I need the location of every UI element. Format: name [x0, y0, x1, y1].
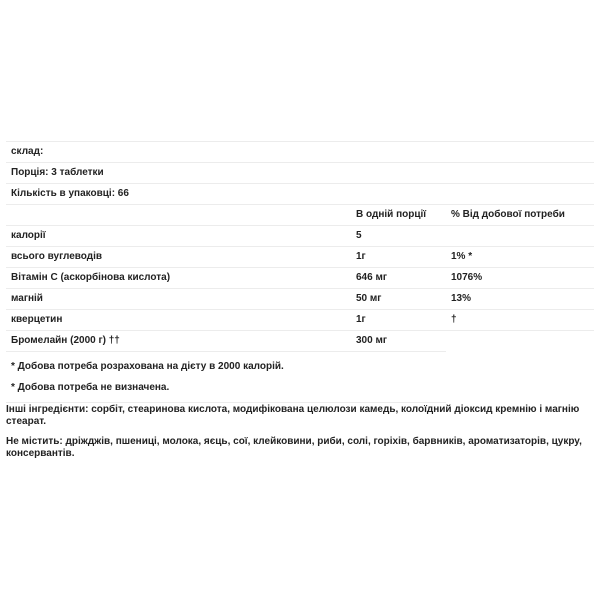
nutrient-name: кверцетин	[6, 310, 351, 331]
table-row	[6, 268, 594, 289]
nutrient-amount: 5	[351, 226, 446, 247]
serving-size-label: Порція: 3 таблетки	[6, 163, 594, 184]
nutrient-name: калорії	[6, 226, 351, 247]
supplement-facts-table	[6, 141, 594, 403]
header-nutrient	[6, 205, 351, 226]
header-amount-per-serving: В одній порції	[351, 205, 446, 226]
info-row-serving	[6, 163, 594, 184]
table-row	[6, 247, 594, 268]
does-not-contain-text: Не містить: дріжджів, пшениці, молока, яєць, сої, клейковини, риби, солі, горіхів, барвників, ароматизаторів, цукру, консервантів.	[6, 436, 582, 459]
nutrient-name: Вітамін С (аскорбінова кислота)	[6, 268, 351, 289]
footnote-daily-value-not-established: * Добова потреба не визначена.	[11, 382, 170, 393]
supplement-facts-panel	[6, 141, 594, 403]
info-row-composition	[6, 142, 594, 163]
nutrient-daily-value: 1076%	[446, 268, 594, 289]
footnote-daily-value-basis: * Добова потреба розрахована на дієту в 2000 калорій.	[11, 361, 284, 372]
nutrient-amount: 300 мг	[351, 331, 446, 352]
table-row	[6, 331, 594, 352]
nutrient-daily-value: 13%	[446, 289, 594, 310]
other-ingredients-text: Інші інгредієнти: сорбіт, стеаринова кислота, модифікована целюлози камедь, колоїдний діоксид кремнію і магнію стеарат.	[6, 404, 580, 427]
nutrient-name: магній	[6, 289, 351, 310]
table-row	[6, 289, 594, 310]
servings-per-container-label: Кількість в упаковці: 66	[6, 184, 594, 205]
footnotes-row	[6, 352, 594, 403]
nutrient-amount: 1г	[351, 247, 446, 268]
table-row	[6, 226, 594, 247]
table-row	[6, 310, 594, 331]
footnotes-cell	[6, 352, 446, 403]
nutrient-daily-value: 1% *	[446, 247, 594, 268]
nutrient-amount: 1г	[351, 310, 446, 331]
empty-cell	[446, 331, 594, 352]
nutrient-daily-value: †	[446, 310, 594, 331]
nutrient-amount: 646 мг	[351, 268, 446, 289]
info-row-servings-per-container	[6, 184, 594, 205]
nutrient-daily-value	[446, 226, 594, 247]
header-daily-value: % Від добової потреби	[446, 205, 594, 226]
composition-label: склад:	[6, 142, 594, 163]
nutrient-name: Бромелайн (2000 г) ††	[6, 331, 351, 352]
nutrient-amount: 50 мг	[351, 289, 446, 310]
ingredients-section	[6, 404, 594, 468]
empty-cell	[446, 352, 594, 403]
table-header-row	[6, 205, 594, 226]
nutrient-name: всього вуглеводів	[6, 247, 351, 268]
